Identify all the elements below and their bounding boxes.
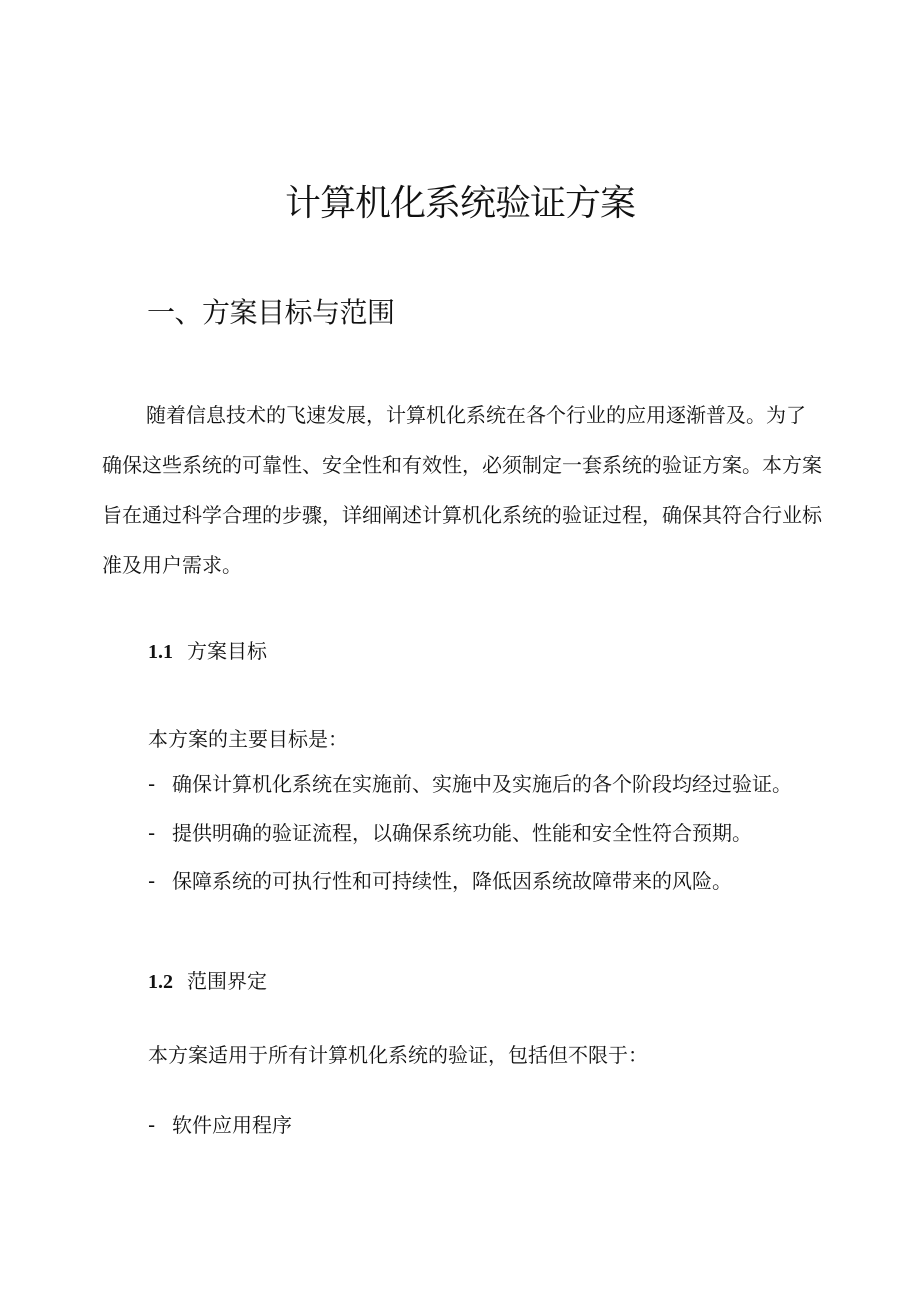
- intro-line: 确保这些系统的可靠性、安全性和有效性，必须制定一套系统的验证方案。本方案: [102, 453, 822, 477]
- intro-line: 随着信息技术的飞速发展，计算机化系统在各个行业的应用逐渐普及。为了: [146, 403, 806, 427]
- subsection-heading-1-1: [148, 636, 267, 667]
- bullet-dash: -: [148, 821, 156, 845]
- bullet-dash: -: [148, 772, 156, 796]
- list-item-text: 保障系统的可执行性和可持续性，降低因系统故障带来的风险。: [172, 869, 732, 893]
- list-item-text: 提供明确的验证流程，以确保系统功能、性能和安全性符合预期。: [172, 821, 752, 845]
- intro-line: 旨在通过科学合理的步骤，详细阐述计算机化系统的验证过程，确保其符合行业标: [102, 503, 822, 527]
- intro-line: 准及用户需求。: [102, 553, 242, 577]
- list-item-text: 确保计算机化系统在实施前、实施中及实施后的各个阶段均经过验证。: [172, 772, 792, 796]
- list-item: [148, 769, 792, 799]
- goals-lead-text: 本方案的主要目标是：: [148, 727, 348, 751]
- document-title: 计算机化系统验证方案: [284, 183, 635, 224]
- subsection-number: 1.1: [148, 641, 173, 663]
- subsection-title: 方案目标: [187, 639, 267, 663]
- subsection-title: 范围界定: [187, 969, 267, 993]
- intro-paragraph: [102, 390, 822, 590]
- scope-lead-text: 本方案适用于所有计算机化系统的验证，包括但不限于：: [148, 1043, 648, 1067]
- list-item: [148, 866, 732, 896]
- section-heading-1: 一、方案目标与范围: [147, 296, 395, 329]
- bullet-dash: -: [148, 869, 156, 893]
- bullet-dash: -: [148, 1113, 156, 1137]
- list-item: [148, 818, 752, 848]
- subsection-number: 1.2: [148, 971, 173, 993]
- list-item: [148, 1110, 292, 1140]
- list-item-text: 软件应用程序: [172, 1113, 292, 1137]
- subsection-heading-1-2: [148, 966, 267, 997]
